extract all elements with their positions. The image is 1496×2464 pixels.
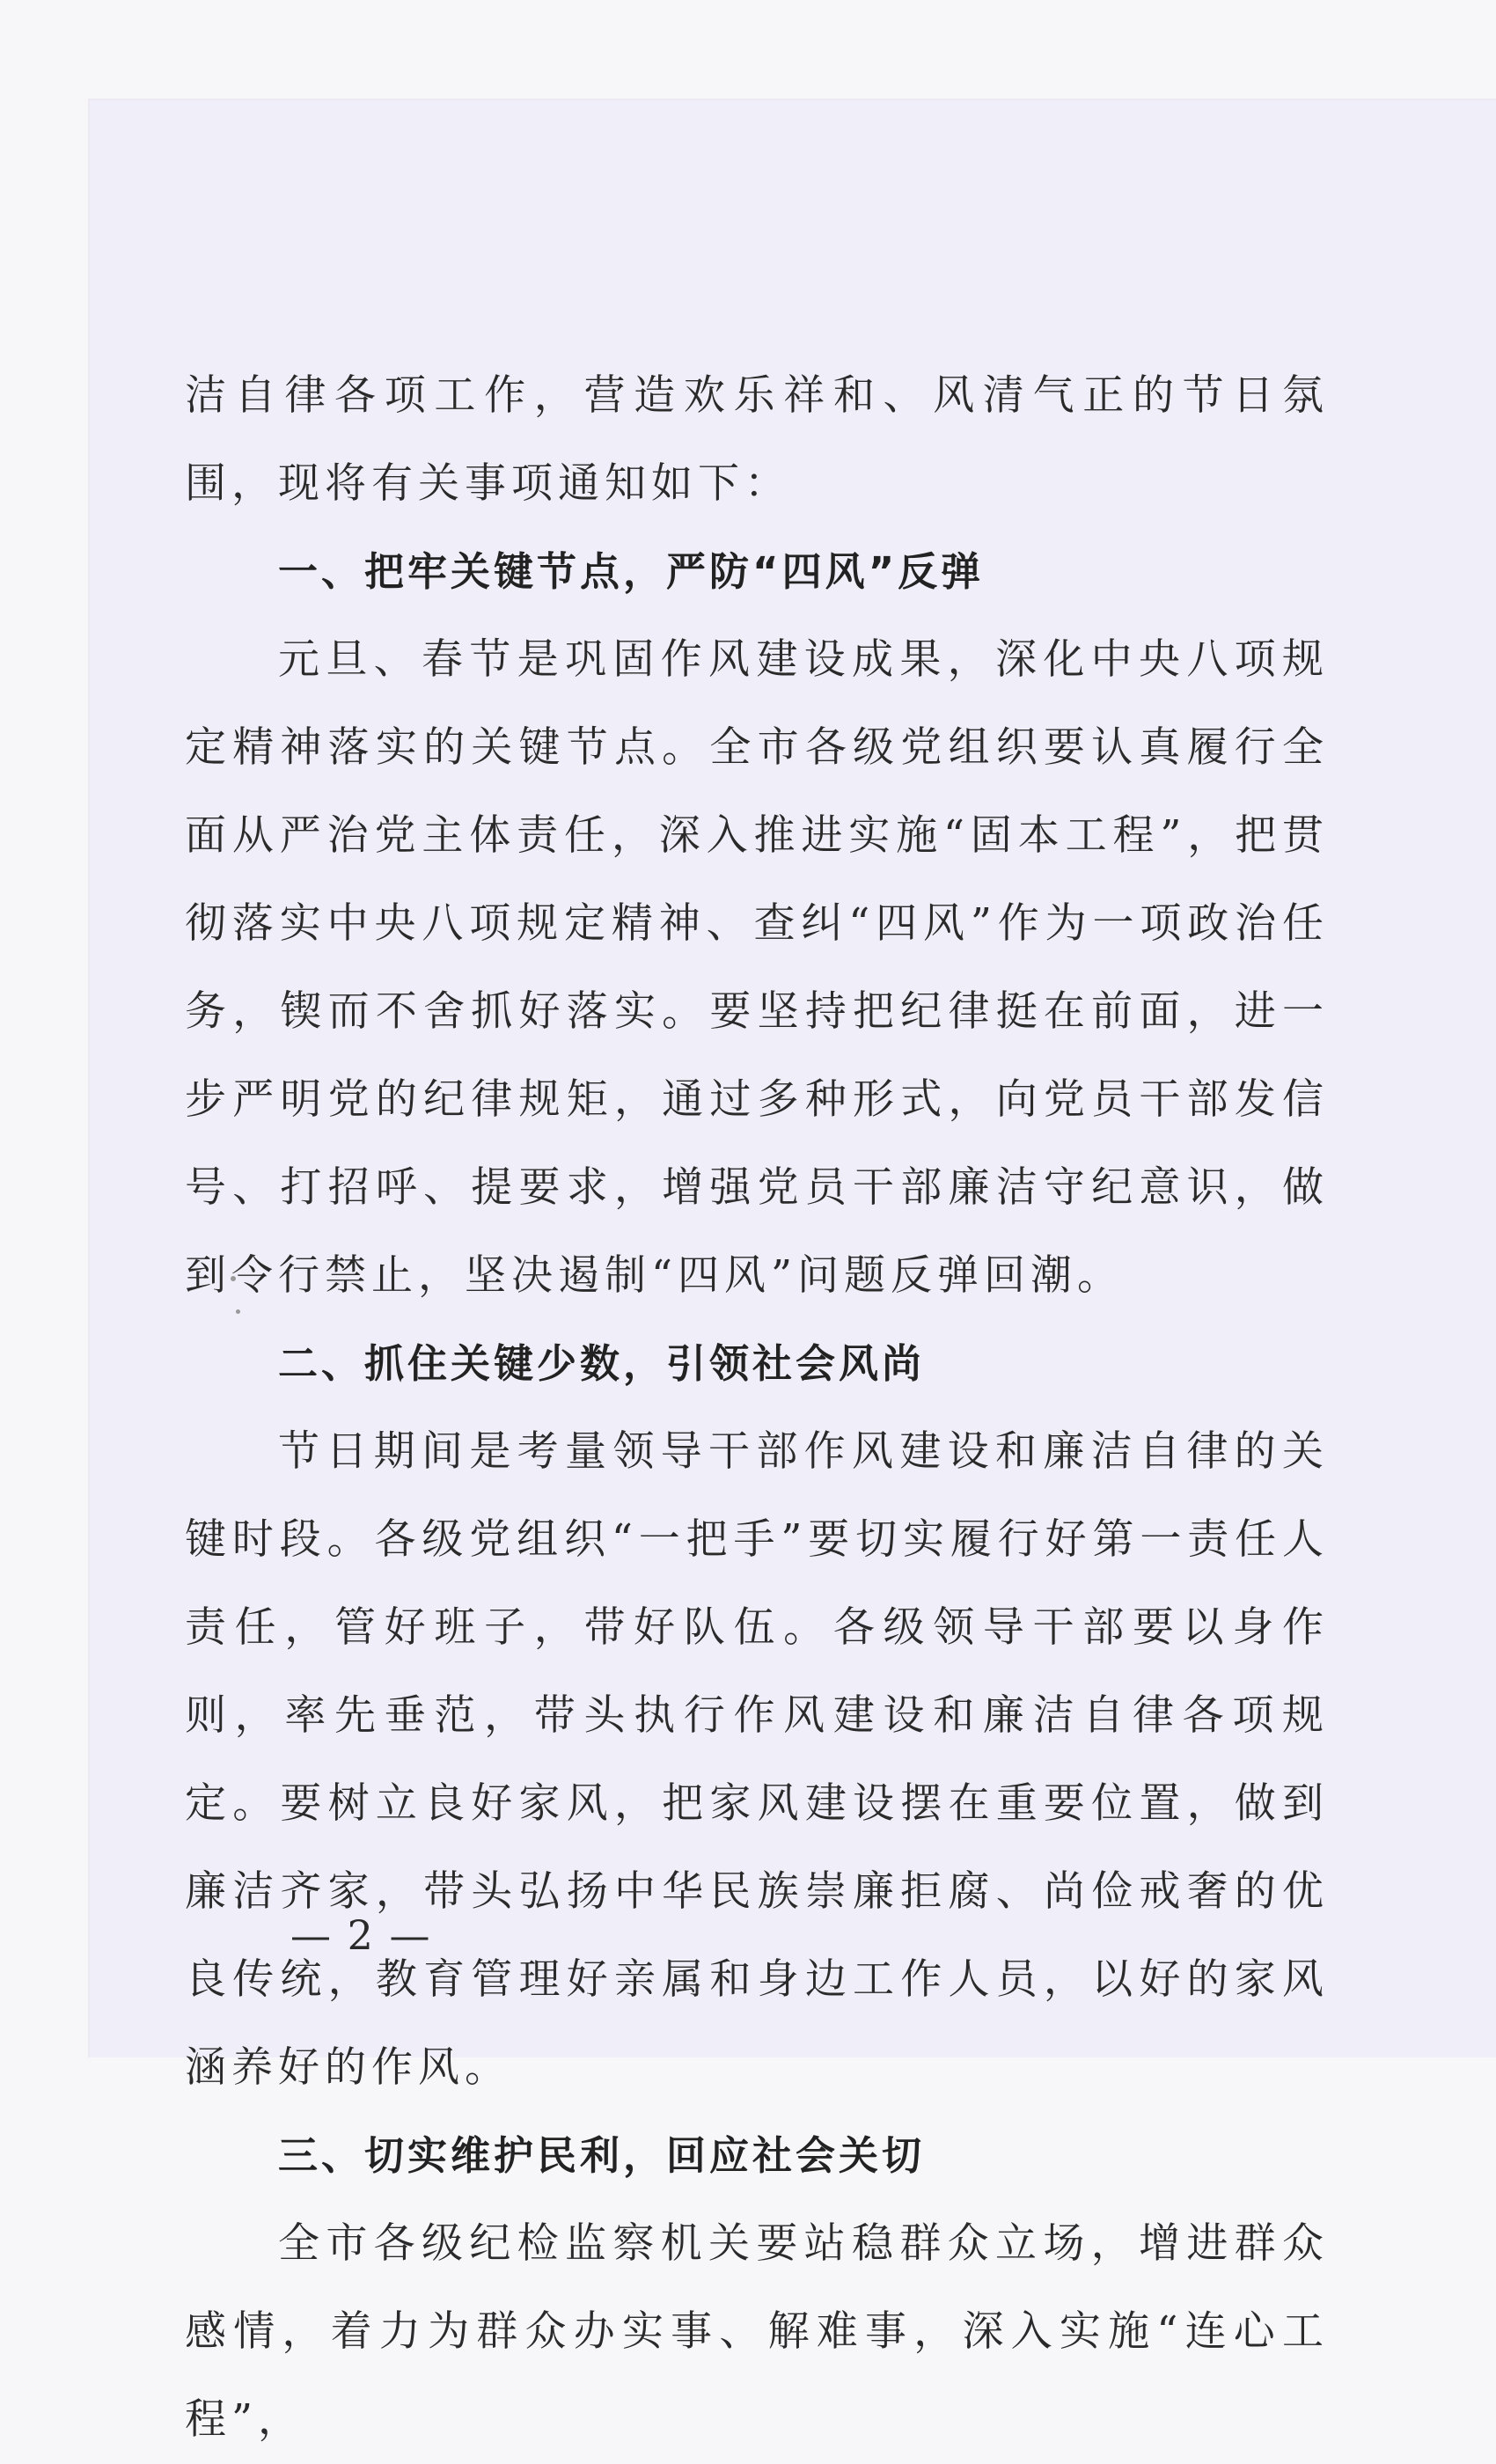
- section-heading: 一、把牢关键节点，严防“四风”反弹: [278, 548, 985, 595]
- section-paragraph: 全市各级纪检监察机关要站稳群众立场，增进群众感情，着力为群众办实事、解难事，深入实施“连心工程”，: [185, 2219, 1329, 2444]
- document-body: [185, 352, 1329, 2464]
- page-number: — 2 —: [290, 1911, 432, 1959]
- section-heading: 二、抓住关键少数，引领社会风尚: [278, 1340, 926, 1387]
- intro-paragraph: 洁自律各项工作，营造欢乐祥和、风清气正的节日氛围，现将有关事项通知如下：: [185, 371, 1329, 508]
- section-paragraph: 节日期间是考量领导干部作风建设和廉洁自律的关键时段。各级党组织“一把手”要切实履行好第一责任人责任，管好班子，带好队伍。各级领导干部要以身作则，率先垂范，带头执行作风建设和廉洁自律各项规定。要树立良好家风，把家风建设摆在重要位置，做到廉洁齐家，带头弘扬中华民族崇廉拒腐、尚俭戒奢的优良传统，教育管理好亲属和身边工作人员，以好的家风涵养好的作风。: [185, 1427, 1329, 2092]
- section-heading: 三、切实维护民利，回应社会关切: [278, 2132, 926, 2179]
- section-paragraph: 元旦、春节是巩固作风建设成果，深化中央八项规定精神落实的关键节点。全市各级党组织要认真履行全面从严治党主体责任，深入推进实施“固本工程”，把贯彻落实中央八项规定精神、查纠“四风”作为一项政治任务，锲而不舍抓好落实。要坚持把纪律挺在前面，进一步严明党的纪律规矩，通过多种形式，向党员干部发信号、打招呼、提要求，增强党员干部廉洁守纪意识，做到令行禁止，坚决遏制“四风”问题反弹回潮。: [185, 635, 1329, 1300]
